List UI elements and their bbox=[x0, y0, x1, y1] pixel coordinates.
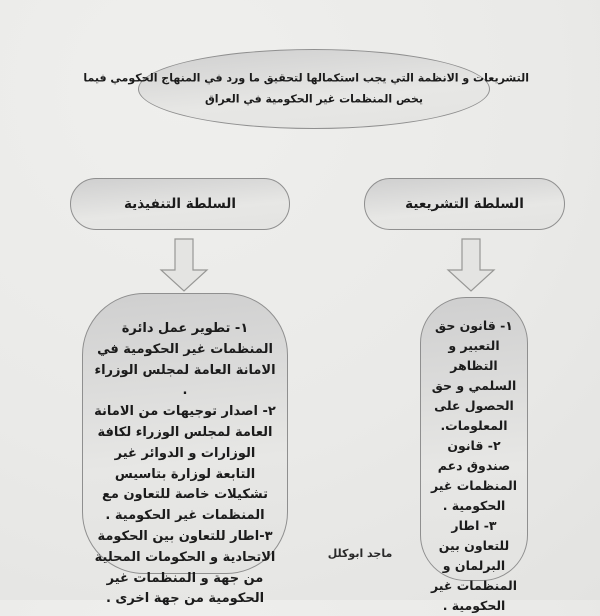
signature: ماجد ابوكلل bbox=[327, 547, 393, 560]
legislative-authority-pill bbox=[364, 178, 565, 230]
executive-items-box bbox=[82, 293, 288, 607]
title-line-1: التشريعات و الانظمة التي يجب استكمالها لتحقيق ما ورد في المنهاج الحكومي فيما bbox=[83, 71, 529, 85]
down-arrow-icon bbox=[445, 238, 497, 292]
list-item: ٢- اصدار توجيهات من الامانة العامة لمجلس الوزراء لكافة الوزارات و الدوائر غير التابعة لوزارة بتاسيس تشكيلات خاصة للتعاون مع المنظمات غير الحكومية . bbox=[94, 404, 276, 524]
list-item: ١- تطوير عمل دائرة المنظمات غير الحكومية في الامانة العامة لمجلس الوزراء . bbox=[94, 321, 276, 399]
list-item: ٣-اطار للتعاون بين الحكومة الاتحادية و الحكومات المحلية من جهة و المنظمات غير الحكومية من جهة اخرى . bbox=[94, 528, 276, 607]
list-item: ٣- اطار للتعاون بين البرلمان و المنظمات غير الحكومية . bbox=[430, 518, 518, 613]
legislative-items-box bbox=[420, 297, 528, 613]
title-text bbox=[83, 68, 529, 111]
list-item: ١- قانون حق التعبير و التظاهر السلمي و حق الحصول على المعلومات. bbox=[431, 318, 517, 433]
executive-authority-pill bbox=[70, 178, 290, 230]
title-line-2: يخص المنظمات غير الحكومية في العراق bbox=[204, 93, 424, 106]
title-ellipse bbox=[83, 49, 529, 129]
down-arrow-icon bbox=[158, 238, 210, 292]
executive-authority-label: السلطة التنفيذية bbox=[124, 196, 236, 212]
list-item: ٢- قانون صندوق دعم المنظمات غير الحكومية . bbox=[430, 438, 518, 513]
legislative-authority-label: السلطة التشريعية bbox=[405, 196, 524, 212]
